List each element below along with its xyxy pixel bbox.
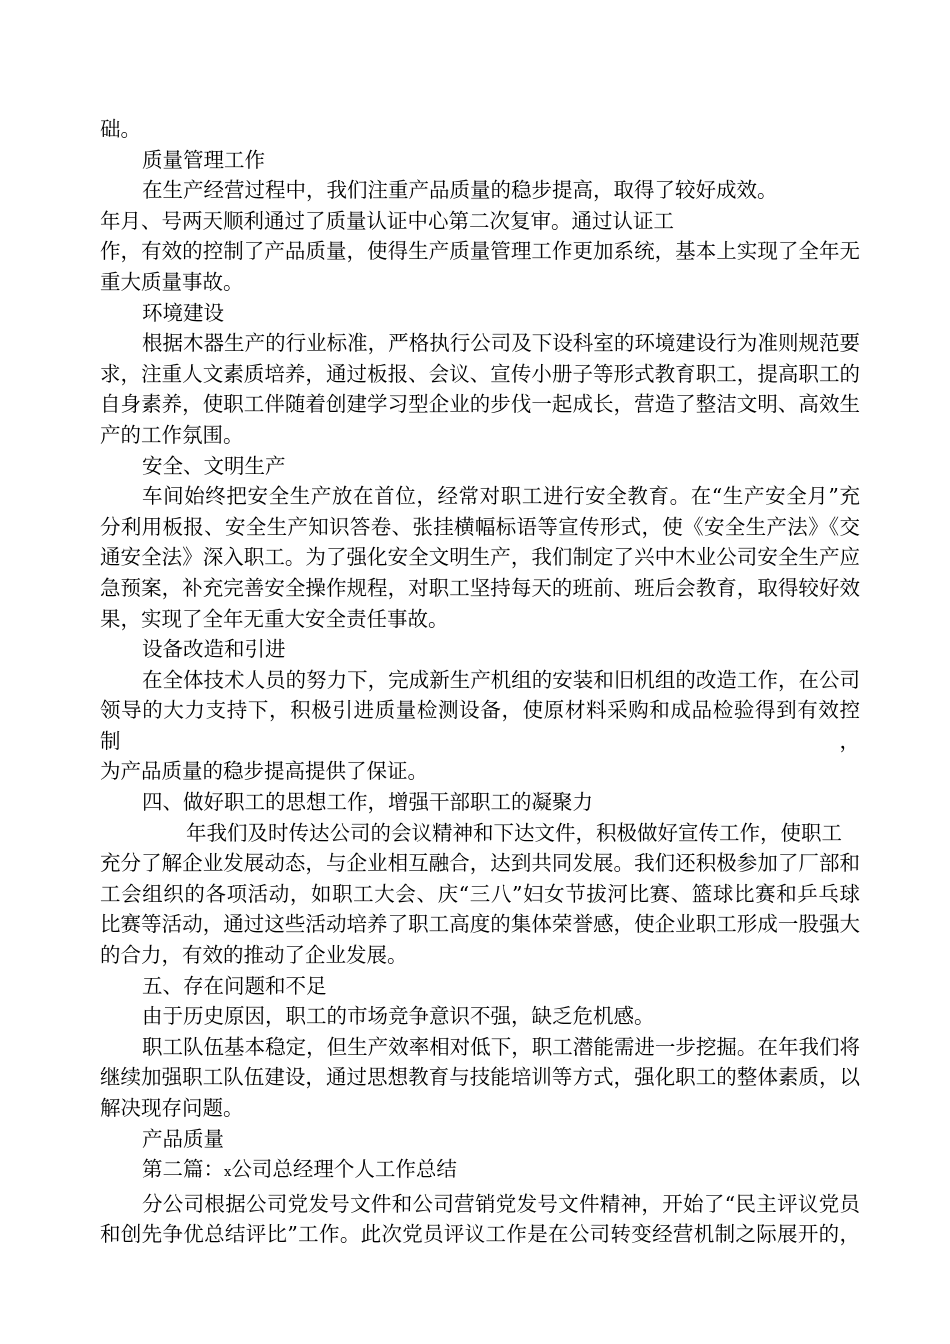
text-line: 求，注重人文素质培养，通过板报、会议、宣传小册子等形式教育职工，提高职工的 xyxy=(100,361,860,386)
text-line: 为产品质量的稳步提高提供了保证。 xyxy=(100,759,428,784)
text-line: 根据木器生产的行业标准，严格执行公司及下设科室的环境建设行为准则规范要 xyxy=(142,331,860,356)
text-line: 继续加强职工队伍建设，通过思想教育与技能培训等方式，强化职工的整体素质，以 xyxy=(100,1065,860,1090)
text-line: 在生产经营过程中，我们注重产品质量的稳步提高，取得了较好成效。 xyxy=(142,178,778,203)
text-line: 解决现存问题。 xyxy=(100,1096,244,1120)
chapter-title-text: 公司总经理个人工作总结 xyxy=(231,1157,457,1182)
section-heading: 环境建设 xyxy=(142,300,224,325)
text-line: 分公司根据公司党发号文件和公司营销党发号文件精神，开始了“民主评议党员 xyxy=(142,1191,860,1216)
section-heading: 质量管理工作 xyxy=(142,147,265,172)
text-line: 通安全法》深入职工。为了强化安全文明生产，我们制定了兴中木业公司安全生产应 xyxy=(100,545,860,570)
text-line: 比赛等活动，通过这些活动培养了职工高度的集体荣誉感，使企业职工形成一股强大 xyxy=(100,912,860,937)
text-line: 职工队伍基本稳定，但生产效率相对低下，职工潜能需进一步挖掘。在年我们将 xyxy=(142,1034,860,1059)
text-line: 果，实现了全年无重大安全责任事故。 xyxy=(100,606,449,631)
chapter-title xyxy=(100,1154,860,1189)
text-line: 年我们及时传达公司的会议精神和下达文件，积极做好宣传工作，使职工 xyxy=(186,820,842,845)
section-heading: 设备改造和引进 xyxy=(142,637,286,662)
chapter-x: x xyxy=(224,1165,232,1181)
text-line: 工会组织的各项活动，如职工大会、庆“三八”妇女节拔河比赛、篮球比赛和乒乓球 xyxy=(100,881,860,906)
text-line: 由于历史原因，职工的市场竞争意识不强，缺乏危机感。 xyxy=(142,1004,655,1029)
text-line: 重大质量事故。 xyxy=(100,269,244,294)
section-heading: 安全、文明生产 xyxy=(142,453,286,478)
text-line: 自身素养，使职工伴随着创建学习型企业的步伐一起成长，营造了整洁文明、高效生 xyxy=(100,392,860,417)
text-line: 领导的大力支持下，积极引进质量检测设备，使原材料采购和成品检验得到有效控制， xyxy=(100,698,860,753)
text-line: 础。 xyxy=(100,117,141,141)
text-line: 和创先争优总结评比”工作。此次党员评议工作是在公司转变经营机制之际展开的， xyxy=(100,1222,860,1247)
text-line: 分利用板报、安全生产知识答卷、张挂横幅标语等宣传形式，使《安全生产法》《交 xyxy=(100,514,860,539)
text-line: 充分了解企业发展动态，与企业相互融合，达到共同发展。我们还积极参加了厂部和 xyxy=(100,851,860,876)
text-line: 产的工作氛围。 xyxy=(100,422,244,447)
text-line: 的合力，有效的推动了企业发展。 xyxy=(100,943,408,968)
section-heading: 产品质量 xyxy=(142,1126,224,1151)
text-line: 在全体技术人员的努力下，完成新生产机组的安装和旧机组的改造工作，在公司 xyxy=(142,667,860,692)
section-heading: 四、做好职工的思想工作，增强干部职工的凝聚力 xyxy=(142,790,593,815)
text-line: 急预案，补充完善安全操作规程，对职工坚持每天的班前、班后会教育，取得较好效 xyxy=(100,575,860,600)
text-line: 车间始终把安全生产放在首位，经常对职工进行安全教育。在“生产安全月”充 xyxy=(142,484,860,509)
text-line: 年月、号两天顺利通过了质量认证中心第二次复审。通过认证工 xyxy=(100,208,674,233)
text-line: 作，有效的控制了产品质量，使得生产质量管理工作更加系统，基本上实现了全年无 xyxy=(100,239,860,264)
chapter-label: 第二篇： xyxy=(142,1157,224,1182)
section-heading: 五、存在问题和不足 xyxy=(142,973,327,998)
